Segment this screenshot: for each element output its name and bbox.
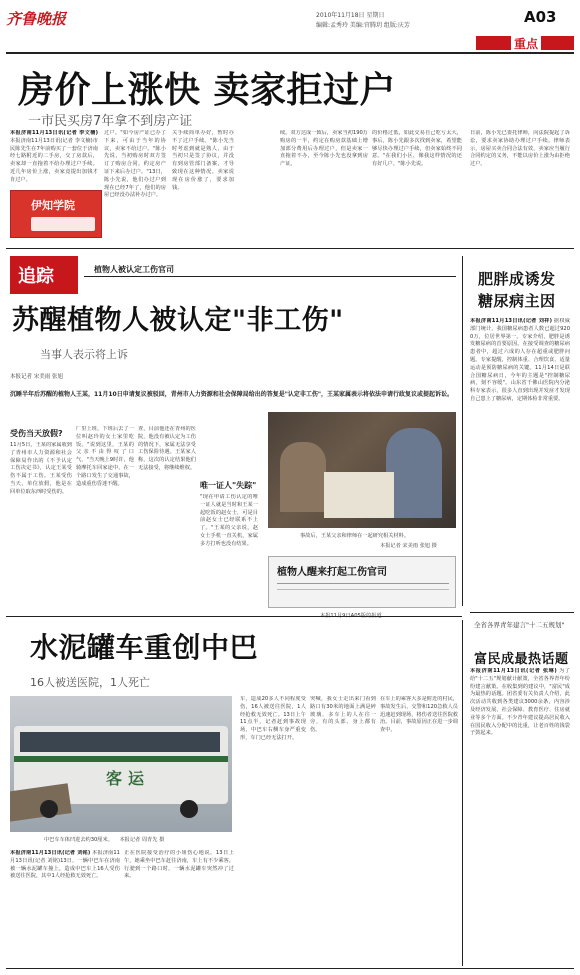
story5-col2: 正在医院接受治疗的小姐伤心地说，13日上午，她乘坐中巴车赶往济南，车上有不少乘客。行驶到一个路口时，一辆水泥罐车突然冲了过来。 <box>124 850 234 880</box>
story5-title: 水泥罐车重创中巴 <box>30 631 259 664</box>
ad-banner <box>31 217 95 231</box>
story2-col4: "现在申请工伤认定的唯一证人就是当时和王某一起吃饭的赵女士，可是目前赵女士已经联系不上了。"王某的父亲说，赵女士手机一直关机，家属多方打听也没有结果。 <box>200 494 258 547</box>
story2-title: 苏醒植物人被认定"非工伤" <box>12 305 344 336</box>
story2-photo-caption: 事故后，王某父亲和律师在一起研究相关材料。 <box>300 533 409 539</box>
story2-section-title2: 唯一证人"失踪" <box>200 481 257 490</box>
wheel-right <box>180 800 198 818</box>
story4-body: 本报济南11月13日讯(记者 张琳) 为了给"十二五"规划献计献策，全省各界青年纷纷建言献策。在收集到的建议中，"富民"成为最热的话题。团省委有关负责人介绍，此次活动共收到各类建议3000余条，内容涉及经济发展、社会保障、教育医疗、住房就业等多个方面。不少青年建议提高居民收入在国民收入分配中的比重，让老百姓的钱袋子鼓起来。 <box>470 668 570 737</box>
story2-col2: 厂里上班，下班后去了一位叫赵玲的女士家里吃饭。"说到这里，王某的父亲不由得叹了口气，"当天晚上9时许，他骑摩托车回家途中，在一个路口发生了交通事故，造成重伤昏迷不醒。 <box>76 426 134 487</box>
story2-col1: 11月5日，王某的家属收到了青州市人力资源和社会保障局作出的《不予认定工伤决定书》，认定王某受伤不属于工伤。王某受伤当天，单位放假，他是在回单位取东西时受伤的。 <box>10 442 72 495</box>
newspaper-logo: 齐鲁晚报 <box>6 10 67 28</box>
story1-col1: 本报济南11月13日讯(记者 李文楠) 本报济南11月13日讯(记者 李文楠)市民陈先生在7年前购买了一套位于济南经七路附近的二手房，交了房款后，卖家却一直拖着不给办理过户手续。近几年房价上涨，卖家竟提出加钱才肯过户。 <box>10 130 98 183</box>
editors-line: 编辑:孟秀玲 美编:官腾玥 组版:庆芳 <box>316 22 410 29</box>
ad-text: 伊知学院 <box>31 199 75 212</box>
story5-photo <box>10 696 232 832</box>
story1-title: 房价上涨快 卖家拒过户 <box>18 70 397 111</box>
story1-col6: 日前，陈小先已委托律师，向法院提起了诉讼，要求卖家协助办理过户手续。律师表示，房屋买卖合同合法有效，卖家应当履行合同约定的义务，不能以房价上涨为由拒绝过户。 <box>470 130 570 168</box>
story5-col5: 在车上的乘客大多是附近的村民，事故发生后，交警和120急救人员迅速赶到现场，将伤者送往医院救治。目前，事故原因正在进一步调查中。 <box>380 696 458 734</box>
previous-report-clipping: 植物人醒来打起工伤官司 <box>268 556 456 608</box>
story1-col4: 续。双方达成一致后，卖家当初190万购房的一半，约定在购房款基础上增加部分费用后办理过户，但是卖家一直拖着不办，至今陈小先也没拿到房产证。 <box>280 130 368 168</box>
story2-photo-credit: 本报记者 宋美雨 张旭 摄 <box>380 543 437 549</box>
story1-col2: 过户。"如今房产证已办了下来，可由于当年的协议，卖家不给过户。"陈小先说，当初购房时双方签订了购房合同，约定房产证下来后办过户。"13日，陈小先说，他们办过户到现在已经7年了，他们的房屋已经没办法补办过户。 <box>104 130 166 199</box>
page-number: A03 <box>524 8 557 26</box>
person-left <box>280 442 326 512</box>
story1-ad <box>10 190 102 238</box>
story1-col5: 的价格过低，如此交易自己吃亏太大，事后，陈小先跟多次找到卖家，希望能够尽快办理过户手续，但卖家始终不同意。"在我们小区，像我这样情况的还有好几户。"陈小先说。 <box>372 130 462 168</box>
story3-title: 肥胖成诱发糖尿病主因 <box>478 270 556 310</box>
sidebar-rule <box>470 612 574 613</box>
person-right <box>386 428 442 518</box>
issue-date: 2010年11月18日 星期日 <box>316 12 385 19</box>
story2-section-title: 受伤当天放假? <box>10 429 63 438</box>
story4-title: 富民成最热话题 <box>474 652 569 667</box>
column-divider-lower <box>462 620 463 966</box>
masthead-rule <box>6 52 574 54</box>
story5-photo-caption: 中巴车车体凹进去约30厘米。 本报记者 周青先 摄 <box>44 837 165 843</box>
column-divider <box>462 256 463 606</box>
story1-subtitle: 一市民买房7年拿不到房产证 <box>28 114 193 129</box>
tracking-logo: 追踪 <box>10 256 78 294</box>
story5-col3: 车，造成20多人不同程度受伤，16人被送往医院，1人经抢救无效死亡。13日上午11点半，记者赶到事故现场，中巴车右侧车身严重变形，车门已经无法打开。 <box>240 696 306 741</box>
story2-byline: 本报记者 宋美雨 张旭 <box>10 374 63 380</box>
page-bottom-rule <box>6 968 574 969</box>
bus-windows <box>20 732 220 752</box>
story1-rule <box>6 248 574 249</box>
story2-photo <box>268 412 456 528</box>
story1-byline: 本报济南11月13日讯(记者 李文楠) <box>10 130 98 136</box>
story5-col4: 突喊，我女士走出来门看到路口有30米的地面上满是碎玻璃，多车上的人在往一旁，有的头部、身上都有伤。 <box>310 696 376 734</box>
story1-col3: 关手续简单办好，暂时办不了过户手续。"陈小先当时考虑到就是熟人，由于当初只是签了协议，并没有到房管部门备案，才导致现在这种情况。卖家说现在房价涨了，要求加钱。 <box>172 130 234 191</box>
section-label: 重点 <box>511 35 541 52</box>
story3-body: 本报济南11月13日讯(记者 刘祥) 据权威部门统计，我国糖尿病患者人数已超过9200万，位居世界第一。专家介绍，肥胖是诱发糖尿病的首要原因。在接受调查的糖尿病患者中，超过六成的人存在超重或肥胖问题。专家提醒，控制体重、合理饮食、适量运动是预防糖尿病的关键。11月14日是联合国糖尿病日，今年的主题是"控制糖尿病，刻不容缓"。山东省千佛山医院内分泌科专家表示，很多人直到出现并发症才发现自己患上了糖尿病，定期体检非常重要。 <box>470 318 570 402</box>
story2-lead: 沉睡半年后苏醒的植物人王某，11月10日申请复议被驳回，青州市人力资源和社会保障局给出的答复是"认定非工伤"，王某家属表示将依法申请行政复议或提起诉讼。 <box>10 391 453 398</box>
masthead <box>6 6 574 50</box>
kicker-rule <box>84 276 456 277</box>
bus-stripe <box>14 756 228 762</box>
story2-subtitle: 当事人表示将上诉 <box>40 348 128 361</box>
story2-bottom-rule <box>6 616 462 617</box>
story2-col3: 查，目前他还在青州的医院，他没有被认定为工伤的情况下，家属无法享受工伤保险待遇。王某家人称，这次的认定结果他们无法接受，将继续维权。 <box>138 426 196 471</box>
story5-col1: 本报济南11月13日讯(记者 刘铭) 本报济南11月13日讯(记者 刘铭)13日，一辆中巴车在济南被一辆水泥罐车撞上，造成中巴车上16人受伤被送往医院，其中1人经抢救无效死亡。 <box>10 850 120 880</box>
documents <box>324 472 394 518</box>
story5-subtitle: 16人被送医院，1人死亡 <box>30 676 150 689</box>
story4-kicker: 全省各界青年建言"十二五规划" <box>474 621 565 629</box>
story2-kicker: 植物人被认定工伤官司 <box>94 265 174 274</box>
wheel-left <box>40 800 58 818</box>
bus-lettering: 客运 <box>106 769 151 788</box>
